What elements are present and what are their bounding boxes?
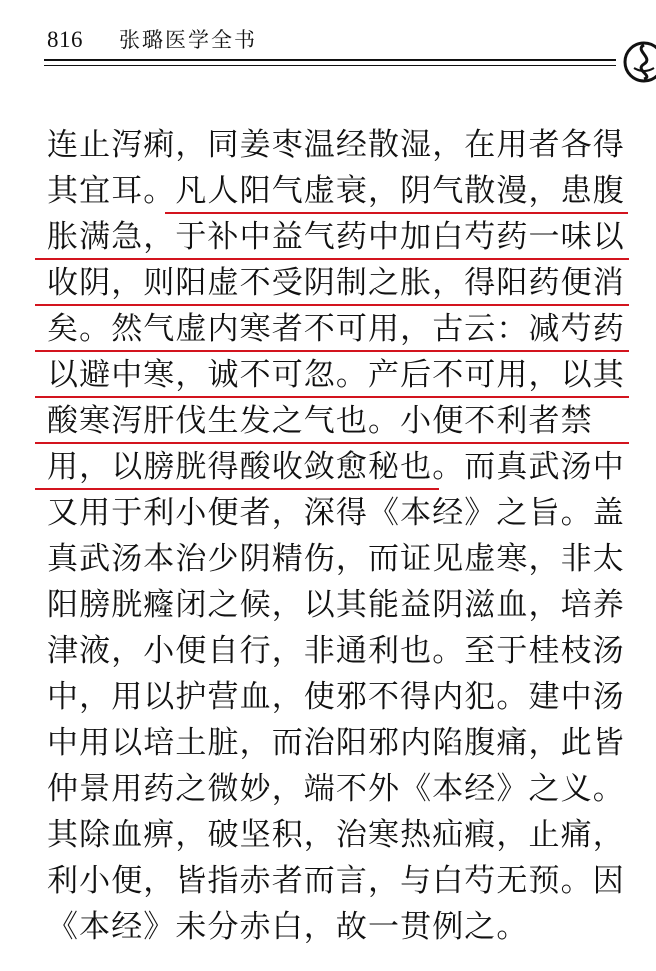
text-line-13: 中，用以护营血，使邪不得内犯。建中汤 xyxy=(47,679,625,715)
page-number: 816 xyxy=(47,27,83,52)
text-line-3: 胀满急，于补中益气药中加白芍药一味以 xyxy=(47,214,637,260)
text-line-14: 中用以培土脏，而治阳邪内陷腹痛，此皆 xyxy=(47,725,625,761)
body-text xyxy=(47,122,637,950)
text-line-7: 酸寒泻肝伐生发之气也。小便不利者禁 xyxy=(47,398,637,444)
text-line-18: 《本经》未分赤白，故一贯例之。 xyxy=(47,909,529,945)
text-line-5: 矣。然气虚内寒者不可用，古云：减芍药 xyxy=(47,306,637,352)
text-line-17: 利小便，皆指赤者而言，与白芍无预。因 xyxy=(47,863,625,899)
header-rule-thin xyxy=(44,65,616,66)
text-line-15: 仲景用药之微妙，端不外《本经》之义。 xyxy=(47,771,625,807)
text-line-1: 连止泻痢，同姜枣温经散湿，在用者各得 xyxy=(47,127,625,163)
text-line-16: 其除血痹，破坚积，治寒热疝瘕，止痛， xyxy=(47,817,625,853)
book-emblem-icon xyxy=(620,38,656,86)
text-line-4: 收阴，则阳虚不受阴制之胀，得阳药便消 xyxy=(47,260,637,306)
page-header xyxy=(47,24,257,56)
header-rule-thick xyxy=(44,59,616,61)
text-line-10: 真武汤本治少阴精伤，而证见虚寒，非太 xyxy=(47,541,625,577)
text-line-11: 阳膀胱癃闭之候，以其能益阴滋血，培养 xyxy=(47,587,625,623)
book-title: 张璐医学全书 xyxy=(119,28,257,52)
text-line-8: 用，以膀胱得酸收敛愈秘也。而真武汤中 xyxy=(47,444,637,490)
text-line-12: 津液，小便自行，非通利也。至于桂枝汤 xyxy=(47,633,625,669)
text-line-6: 以避中寒，诚不可忽。产后不可用，以其 xyxy=(47,352,637,398)
text-line-9: 又用于利小便者，深得《本经》之旨。盖 xyxy=(47,495,625,531)
text-line-2: 其宜耳。凡人阳气虚衰，阴气散漫，患腹 xyxy=(47,168,637,214)
